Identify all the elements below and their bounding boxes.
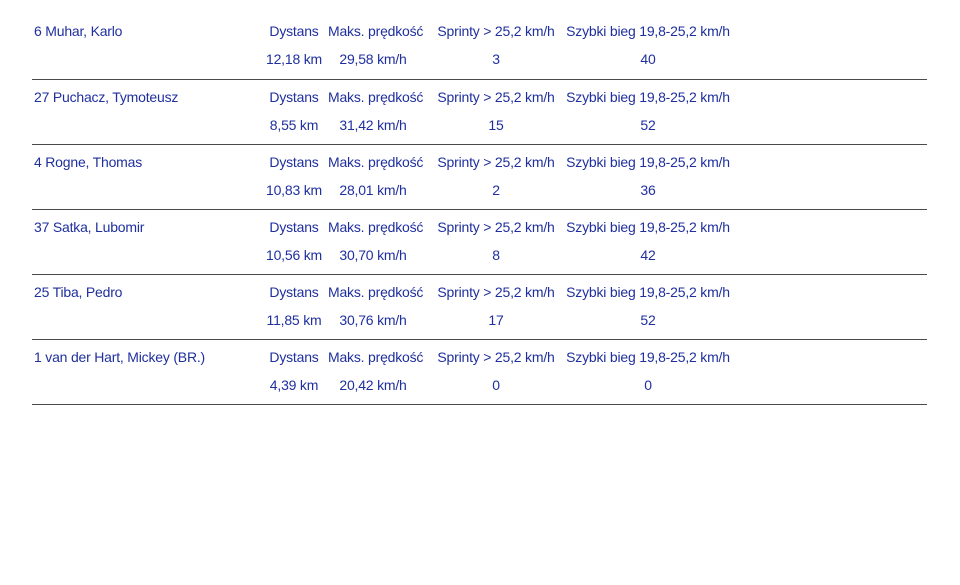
max-speed-label: Maks. prędkość (328, 284, 424, 300)
fast-runs-value: 42 (640, 247, 656, 263)
fast-runs-label: Szybki bieg 19,8-25,2 km/h (566, 154, 730, 170)
fast-runs-value: 36 (640, 182, 656, 198)
fast-runs-label: Szybki bieg 19,8-25,2 km/h (566, 23, 730, 39)
sprints-value: 8 (492, 247, 500, 263)
distance-label: Dystans (269, 284, 319, 300)
player-stats-list (32, 0, 927, 405)
sprints-label: Sprinty > 25,2 km/h (437, 219, 555, 235)
max-speed-value: 31,42 km/h (339, 117, 407, 133)
max-speed-label: Maks. prędkość (328, 23, 424, 39)
fast-runs-value: 52 (640, 117, 656, 133)
max-speed-label: Maks. prędkość (328, 219, 424, 235)
distance-value: 12,18 km (266, 51, 322, 67)
distance-value: 4,39 km (269, 377, 319, 393)
sprints-label: Sprinty > 25,2 km/h (437, 89, 555, 105)
max-speed-label: Maks. prędkość (328, 89, 424, 105)
player-name: 27 Puchacz, Tymoteusz (34, 89, 179, 105)
player-name: 25 Tiba, Pedro (34, 284, 123, 300)
distance-label: Dystans (269, 23, 319, 39)
max-speed-value: 30,76 km/h (339, 312, 407, 328)
max-speed-value: 28,01 km/h (339, 182, 407, 198)
fast-runs-label: Szybki bieg 19,8-25,2 km/h (566, 284, 730, 300)
sprints-value: 0 (492, 377, 500, 393)
fast-runs-label: Szybki bieg 19,8-25,2 km/h (566, 219, 730, 235)
sprints-label: Sprinty > 25,2 km/h (437, 154, 555, 170)
player-row (32, 275, 927, 340)
distance-label: Dystans (269, 89, 319, 105)
distance-label: Dystans (269, 219, 319, 235)
sprints-value: 3 (492, 51, 500, 67)
max-speed-label: Maks. prędkość (328, 154, 424, 170)
player-row (32, 0, 927, 80)
distance-value: 10,56 km (266, 247, 322, 263)
distance-value: 8,55 km (269, 117, 319, 133)
max-speed-value: 29,58 km/h (339, 51, 407, 67)
player-row (32, 145, 927, 210)
player-name: 6 Muhar, Karlo (34, 23, 123, 39)
player-row (32, 340, 927, 405)
fast-runs-value: 52 (640, 312, 656, 328)
sprints-value: 15 (488, 117, 504, 133)
player-name: 1 van der Hart, Mickey (BR.) (34, 349, 205, 365)
sprints-label: Sprinty > 25,2 km/h (437, 23, 555, 39)
player-row (32, 80, 927, 145)
fast-runs-label: Szybki bieg 19,8-25,2 km/h (566, 349, 730, 365)
sprints-value: 2 (492, 182, 500, 198)
sprints-label: Sprinty > 25,2 km/h (437, 349, 555, 365)
distance-value: 11,85 km (266, 312, 322, 328)
max-speed-value: 20,42 km/h (339, 377, 407, 393)
max-speed-label: Maks. prędkość (328, 349, 424, 365)
max-speed-value: 30,70 km/h (339, 247, 407, 263)
fast-runs-value: 40 (640, 51, 656, 67)
sprints-value: 17 (488, 312, 504, 328)
fast-runs-value: 0 (644, 377, 652, 393)
player-row (32, 210, 927, 275)
distance-label: Dystans (269, 154, 319, 170)
sprints-label: Sprinty > 25,2 km/h (437, 284, 555, 300)
player-name: 37 Satka, Lubomir (34, 219, 145, 235)
player-name: 4 Rogne, Thomas (34, 154, 143, 170)
distance-value: 10,83 km (266, 182, 322, 198)
distance-label: Dystans (269, 349, 319, 365)
fast-runs-label: Szybki bieg 19,8-25,2 km/h (566, 89, 730, 105)
